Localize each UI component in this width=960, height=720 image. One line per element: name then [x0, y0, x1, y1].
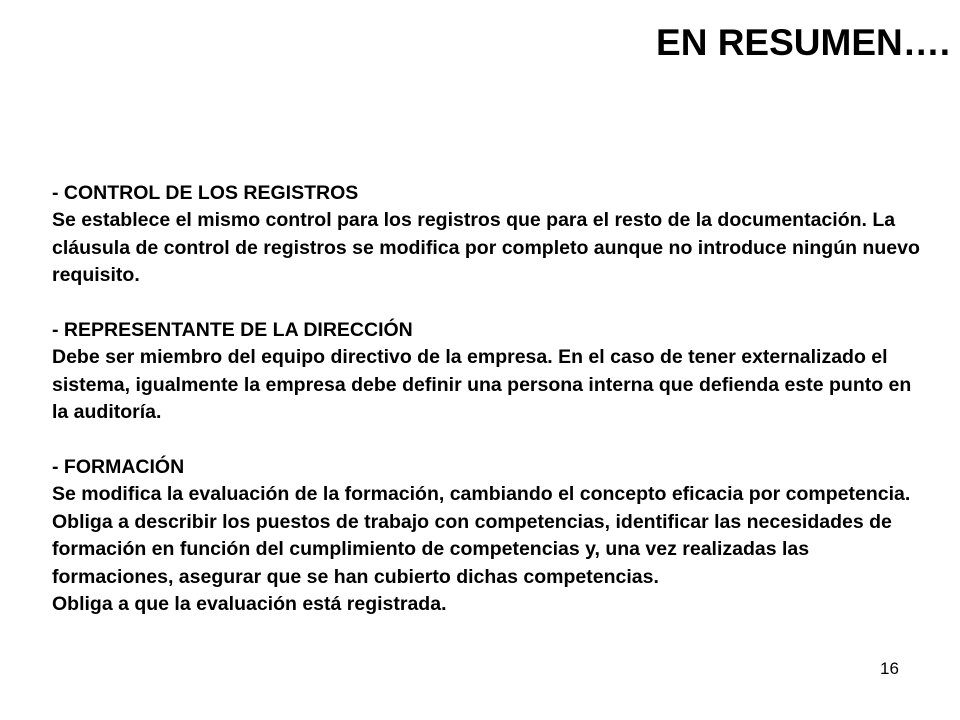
slide-title: EN RESUMEN….	[656, 22, 950, 63]
section-control-registros	[52, 180, 922, 290]
section-heading: - REPRESENTANTE DE LA DIRECCIÓN	[52, 319, 413, 342]
section-body-extra: Obliga a que la evaluación está registrada.	[52, 593, 447, 616]
section-body: Se modifica la evaluación de la formación, cambiando el concepto eficacia por competencia. Obliga a describir los puestos de trabajo con competencias, identificar las necesidades de formación en función del cumplimiento de competencias y, una vez realizadas las formaciones, asegurar que se han cubierto dichas competencias.	[52, 483, 911, 588]
section-heading: - CONTROL DE LOS REGISTROS	[52, 182, 359, 204]
page-number: 16	[880, 659, 899, 678]
section-representante-direccion	[52, 317, 922, 427]
section-heading: - FORMACIÓN	[52, 456, 185, 479]
section-formacion	[52, 454, 922, 618]
section-body: Debe ser miembro del equipo directivo de la empresa. En el caso de tener externalizado el sistema, igualmente la empresa debe definir una persona interna que defienda este punto en la auditoría.	[52, 346, 912, 424]
section-body: Se establece el mismo control para los registros que para el resto de la documentación. La cláusula de control de registros se modifica por completo aunque no introduce ningún nuevo requisito.	[52, 209, 920, 287]
summary-content	[52, 180, 922, 618]
